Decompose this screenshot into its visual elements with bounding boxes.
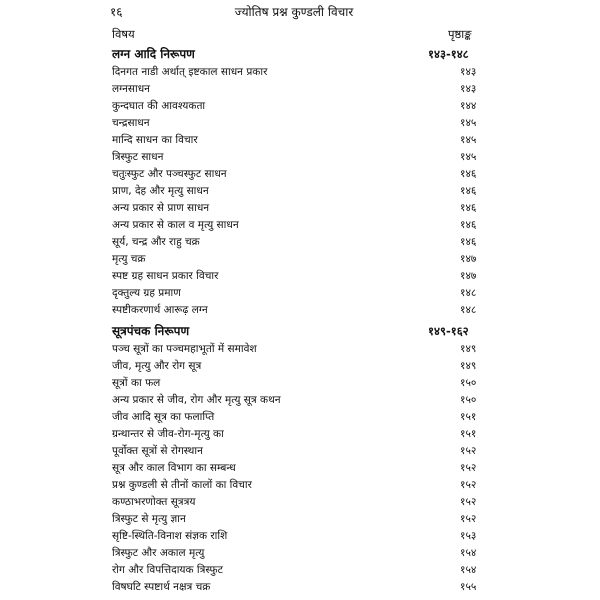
entry-title: त्रिस्फुट से मृत्यु ज्ञान <box>112 513 186 525</box>
toc-entry <box>108 579 486 596</box>
entry-page-number: १४६ <box>460 236 477 248</box>
toc-entry <box>108 302 486 319</box>
toc-entry <box>108 115 486 132</box>
toc-entry <box>108 132 486 149</box>
toc-entry <box>108 200 486 217</box>
entry-title: मान्दि साधन का विचार <box>112 134 198 146</box>
entry-page-number: १४३ <box>460 83 477 95</box>
entry-page-number: १५२ <box>460 445 477 457</box>
section-title: लग्न आदि निरूपण <box>112 47 195 61</box>
entry-page-number: १४९ <box>460 343 477 355</box>
toc-entry <box>108 341 486 358</box>
entry-title: त्रिस्फुट साधन <box>112 151 164 163</box>
entry-title: जीव आदि सूत्र का फलाप्ति <box>112 411 215 423</box>
entry-title: सृष्टि-स्थिति-विनाश संज्ञक राशि <box>112 530 228 542</box>
entry-page-number: १४५ <box>460 117 477 129</box>
entry-title: सूत्र और काल विभाग का सम्बन्ध <box>112 462 236 474</box>
entry-page-number: १५३ <box>460 530 477 542</box>
subject-column-header: विषय <box>112 27 135 41</box>
entry-page-number: १५४ <box>460 564 477 576</box>
entry-page-number: १५२ <box>460 496 477 508</box>
toc-entry <box>108 511 486 528</box>
toc-entry <box>108 545 486 562</box>
entry-page-number: १५१ <box>460 411 477 423</box>
entry-title: कुन्दघात की आवश्यकता <box>112 100 206 112</box>
entry-title: चन्द्रसाधन <box>112 117 150 129</box>
toc-entry <box>108 285 486 302</box>
toc-entry <box>108 166 486 183</box>
page-number: १६ <box>110 5 123 19</box>
entry-title: रोग और विपत्तिदायक त्रिस्फुट <box>112 564 223 576</box>
entry-title: कण्ठाभरणोक्त सूत्रत्रय <box>112 496 196 508</box>
entry-page-number: १५५ <box>460 581 477 593</box>
page-column-header: पृष्ठाङ्क <box>448 27 472 41</box>
entry-page-number: १४४ <box>460 100 477 112</box>
entry-page-number: १४६ <box>460 185 477 197</box>
entry-page-number: १५० <box>460 377 477 389</box>
entry-title: स्पष्टीकरणार्थ आरूढ़ लग्न <box>112 304 208 316</box>
entry-page-number: १५२ <box>460 479 477 491</box>
entry-title: लग्नसाधन <box>112 83 150 95</box>
toc-entry <box>108 98 486 115</box>
entry-title: ग्रन्थान्तर से जीव-रोग-मृत्यु का <box>112 428 224 440</box>
toc-entry <box>108 149 486 166</box>
entry-title: दिनगत नाडी अर्थात् इष्टकाल साधन प्रकार <box>112 66 268 78</box>
entry-page-number: १५२ <box>460 462 477 474</box>
entry-title: अन्य प्रकार से प्राण साधन <box>112 202 210 214</box>
toc-entry <box>108 562 486 579</box>
entry-page-number: १४६ <box>460 219 477 231</box>
entry-title: अन्य प्रकार से जीव, रोग और मृत्यु सूत्र कथन <box>112 394 281 406</box>
entry-page-number: १४८ <box>460 287 477 299</box>
section-heading <box>108 44 486 64</box>
entry-title: पञ्च सूत्रों का पञ्चमहाभूतों में समावेश <box>112 343 257 355</box>
entry-page-number: १४५ <box>460 151 477 163</box>
toc-entry <box>108 528 486 545</box>
toc-entry <box>108 268 486 285</box>
entry-title: चतुःस्फुट और पञ्चस्फुट साधन <box>112 168 227 180</box>
entry-page-number: १४६ <box>460 202 477 214</box>
entry-title: जीव, मृत्यु और रोग सूत्र <box>112 360 202 372</box>
toc-entry <box>108 494 486 511</box>
entry-title: त्रिस्फुट और अकाल मृत्यु <box>112 547 205 559</box>
entry-page-number: १४५ <box>460 134 477 146</box>
toc-entry <box>108 234 486 251</box>
page-header <box>108 2 480 22</box>
toc-entry <box>108 477 486 494</box>
entry-title: मृत्यु चक्र <box>112 253 146 265</box>
section-page-range: १४३-१४८ <box>428 47 469 61</box>
entry-page-number: १४९ <box>460 360 477 372</box>
entry-page-number: १५० <box>460 394 477 406</box>
toc-entry <box>108 81 486 98</box>
running-title: ज्योतिष प्रश्न कुण्डली विचार <box>234 5 354 19</box>
entry-page-number: १४३ <box>460 66 477 78</box>
entry-page-number: १५२ <box>460 513 477 525</box>
toc-entry <box>108 443 486 460</box>
section-heading <box>108 321 486 341</box>
entry-title: अन्य प्रकार से काल व मृत्यु साधन <box>112 219 239 231</box>
toc-entry <box>108 409 486 426</box>
entry-title: प्राण, देह और मृत्यु साधन <box>112 185 209 197</box>
entry-page-number: १४८ <box>460 304 477 316</box>
entry-title: पूर्वोक्त सूत्रों से रोगस्थान <box>112 445 203 457</box>
toc-entry <box>108 460 486 477</box>
section-page-range: १४९-१६२ <box>428 324 469 338</box>
entry-page-number: १४७ <box>460 270 477 282</box>
section-title: सूत्रपंचक निरूपण <box>112 324 190 338</box>
toc-entry <box>108 183 486 200</box>
toc-entry <box>108 358 486 375</box>
entry-page-number: १४७ <box>460 253 477 265</box>
entry-title: दृक्तुल्य ग्रह प्रमाण <box>112 287 181 299</box>
entry-title: विषघटि स्पष्टार्थ नक्षत्र चक्र <box>112 581 211 593</box>
toc-entry <box>108 392 486 409</box>
toc-page <box>108 0 486 600</box>
column-headers <box>108 24 486 44</box>
toc-entry <box>108 251 486 268</box>
entry-title: सूर्य, चन्द्र और राहु चक्र <box>112 236 200 248</box>
toc-entry <box>108 426 486 443</box>
entry-page-number: १५४ <box>460 547 477 559</box>
entry-title: सूत्रों का फल <box>112 377 161 389</box>
entry-page-number: १५१ <box>460 428 477 440</box>
entry-page-number: १४६ <box>460 168 477 180</box>
toc-entry <box>108 64 486 81</box>
entry-title: स्पष्ट ग्रह साधन प्रकार विचार <box>112 270 219 282</box>
entry-title: प्रश्न कुण्डली से तीनों कालों का विचार <box>112 479 252 491</box>
toc-entry <box>108 217 486 234</box>
toc-entry <box>108 375 486 392</box>
